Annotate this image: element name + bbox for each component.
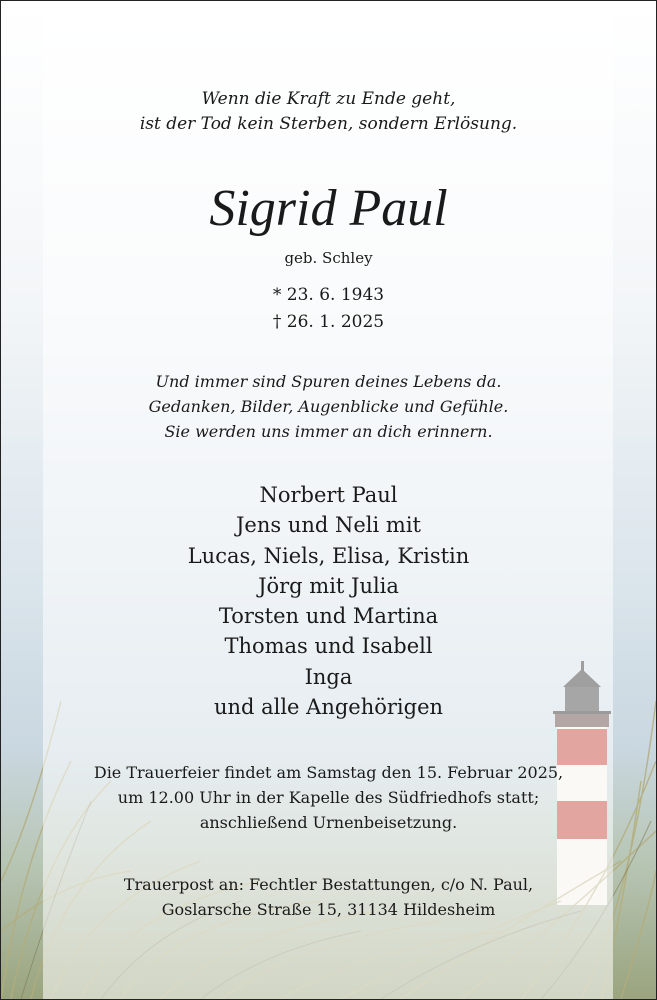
motto-middle-line: Gedanken, Bilder, Augenblicke und Gefühle. xyxy=(148,397,509,416)
funeral-info-line: Die Trauerfeier findet am Samstag den 15. Februar 2025, xyxy=(93,763,564,782)
death-date: † 26. 1. 2025 xyxy=(272,312,385,332)
deceased-name: Sigrid Paul xyxy=(209,180,448,237)
motto-middle-line: Und immer sind Spuren deines Lebens da. xyxy=(155,372,502,391)
family-member: Lucas, Niels, Elisa, Kristin xyxy=(187,543,470,568)
mail-address xyxy=(1,872,656,922)
funeral-info-line: anschließend Urnenbeisetzung. xyxy=(199,813,458,832)
family-member: Torsten und Martina xyxy=(218,604,439,629)
life-dates xyxy=(1,282,656,336)
family-member: Inga xyxy=(304,664,353,689)
family-member: Thomas und Isabell xyxy=(224,634,433,659)
family-member: Jörg mit Julia xyxy=(258,573,399,598)
motto-top xyxy=(1,87,656,137)
family-list xyxy=(1,480,656,722)
family-member: und alle Angehörigen xyxy=(213,695,444,720)
obituary-content xyxy=(1,1,656,999)
mail-address-line: Trauerpost an: Fechtler Bestattungen, c/o N. Paul, xyxy=(123,875,534,894)
mail-address-line: Goslarsche Straße 15, 31134 Hildesheim xyxy=(161,900,496,919)
motto-top-line: ist der Tod kein Sterben, sondern Erlösung. xyxy=(139,114,518,134)
funeral-info xyxy=(1,760,656,835)
motto-top-line: Wenn die Kraft zu Ende geht, xyxy=(201,89,456,109)
family-member: Norbert Paul xyxy=(259,483,398,507)
family-member: Jens und Neli mit xyxy=(236,513,421,538)
motto-middle-line: Sie werden uns immer an dich erinnern. xyxy=(164,422,493,441)
maiden-name: geb. Schley xyxy=(284,249,373,267)
motto-middle xyxy=(1,369,656,444)
birth-date: * 23. 6. 1943 xyxy=(272,285,385,305)
funeral-info-line: um 12.00 Uhr in der Kapelle des Südfriedhofs statt; xyxy=(117,788,540,807)
